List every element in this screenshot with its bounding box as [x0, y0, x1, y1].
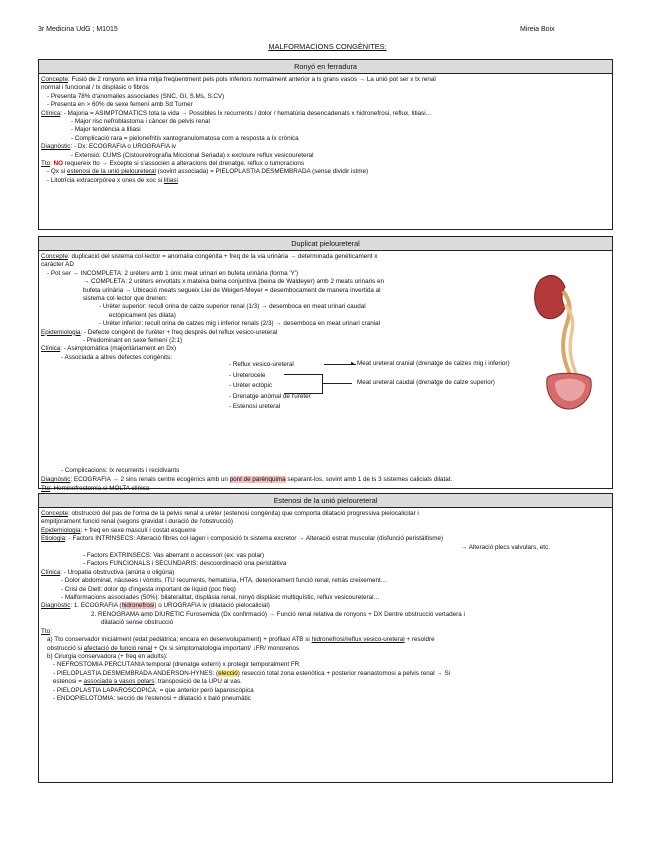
text-line: - Complicacions: Ix recurrents i recidivants [61, 467, 180, 474]
defect-item: - Urèter ectòpic [229, 382, 273, 389]
text-line [41, 110, 610, 118]
label: Epidemiologia [41, 328, 81, 336]
text-underlined: litiasi [163, 176, 178, 184]
text: : - Majoria = ASIMPTOMÀTICS tota la vida → Possibles Ix recurrents / dolor / hematúria desencadenats x hidronefrosi, reflux, litiasi… [60, 109, 432, 117]
label: Concepte [41, 253, 68, 260]
text-line: - Major risc nefroblastoma i càncer de pelvis renal [71, 118, 210, 126]
defect-item: - Reflux vesico-ureteral [229, 361, 294, 368]
text-line [41, 628, 610, 636]
text-line: - PIELOPLASTIA LAPAROSCÒPICA: = que anterior però laparoscòpica [53, 686, 254, 694]
header-author: Mireia Boix [520, 26, 555, 33]
text: : [50, 160, 54, 168]
text-line [41, 678, 610, 686]
text-line: dilatació sense obstrucció [101, 619, 174, 627]
text-line: - Pot ser → INCOMPLETA: 2 urèters amb 1 únic meat urinari en bufeta urinària (forma 'Y') [47, 269, 299, 277]
text: ) o UROGRAFIA iv (dilatació pielocalicial) [154, 602, 270, 610]
text-line: → COMPLETA: 2 urèters envoltats x mateixa beina conjuntiva (beina de Waldeyer) amb 2 meats urinaris en [83, 278, 384, 286]
text: : + freq en sexe masculí i costat esquerre [80, 526, 196, 534]
text: : obstrucció del pas de l'orina de la pelvis renal a urèter (estenosi congènita) que comporta dilatació progressiva pielocalicilar i [67, 510, 419, 517]
section-title: Duplicat pieloureteral [39, 237, 612, 251]
defect-item: - Drenatge anòmal de l'urèter [229, 392, 311, 400]
text: (sovint associada) = PIELOPLASTIA DESMEMBRADA (sense dividir istme) [155, 168, 369, 176]
text-highlighted: pont de parènquima [229, 476, 286, 483]
section-estenosi-upu [38, 493, 613, 783]
text-line: normal i funcional / tx displàsic o fibrós [41, 84, 149, 92]
text-line: - Presenta 78% d'anomalies associades (SNC, GI, S.Ms, S.CV) [47, 92, 225, 100]
text-line: - Complicació rara = pielonefritis xantogranulomatosa com a resposta a Ix crònica [71, 134, 299, 142]
text-line [41, 645, 610, 653]
text-highlighted: elecció [218, 669, 238, 677]
section-ronyo-ferradura [38, 59, 613, 230]
text-line: - Factors FUNCIONALS i SECUNDARIS: descoordinació ona peristàltiva [83, 560, 287, 568]
text-line: → Alteració plecs valvulars, etc. [461, 543, 550, 551]
text: : [50, 627, 52, 635]
label: Clínica [41, 109, 61, 117]
text-highlighted: hidronefrosi [121, 602, 155, 610]
label: Tto [41, 485, 51, 492]
text-line: - Associada a altres defectes congènits: [61, 353, 172, 361]
text: requereix tto → Excepte si s'associen a alteracions del drenatge, reflux o tumoracions [63, 160, 305, 168]
label: Diagnòstic [41, 476, 71, 483]
text: + Qx si simptomatologia important/ ↓FR/ monorenos [152, 644, 300, 652]
text-line: - NEFROSTOMIA PERCUTÀNIA temporal (drenatge extern) x protegir temporalment FR [53, 661, 300, 669]
text: : - Defecte congènit de l'urèter + freq després del reflux vesico-ureteral [80, 328, 278, 336]
section-body [39, 251, 612, 491]
label: Concepte [41, 76, 68, 83]
label: Epidemiologia [41, 526, 81, 534]
text-line [41, 476, 452, 484]
section-body [39, 508, 612, 705]
label: Etiologia [41, 535, 66, 543]
text-underlined: afectació de funció renal [83, 644, 153, 652]
text-line [41, 535, 610, 543]
bracket [284, 374, 323, 394]
text-line [41, 253, 610, 261]
text: : transposició de la UPU al vas. [154, 678, 242, 686]
section-body [39, 74, 612, 187]
text: - PIELOPLASTIA DESMEMBRADA ANDERSON-HYNES: ( [53, 669, 219, 677]
text-line: bufeta urinària → Ubicació meats segueix Llei de Weigert-Meyer = desembocament de manera invertida al [83, 286, 381, 294]
text-line: 2. RENOGRAMA amb DIÜRÈTIC Furosemida (Dx confirmació) → Funció renal relativa de ronyons + DX Dentre obstrucció vertadera i [91, 610, 465, 618]
text: - Qx si [47, 168, 67, 176]
text-line: - Presenta en > 60% de sexe femení amb Sd Turner [47, 101, 193, 109]
text-line: - Factors EXTRÍNSECS: Vas aberrant o accessori (ex: vas polar) [83, 552, 265, 560]
text-line [41, 602, 610, 610]
text: - Litotrícia extracorpòrea x ones de xoc si [47, 176, 164, 184]
text-underlined: hidronefrosi/reflux vesico-ureteral [311, 636, 405, 644]
text-line: - ENDOPIELOTOMIA: secció de l'estenosi + dilatació x baló pneumàtic [53, 694, 251, 702]
text: : - Dx: ECOGRAFIA o UROGRAFIA iv [70, 143, 177, 151]
label: Clínica [41, 345, 61, 353]
label: Concepte [41, 510, 68, 517]
label: Diagnòstic [41, 143, 71, 151]
text: : - Factors INTRÍNSECS: Alteració fibres col·lagen i composició tx sistema excretor → Alteració estrat muscular (disfunció peristàltisme) [65, 535, 444, 543]
text-line: caràcter AD [41, 261, 74, 269]
defect-item: - Estenosi ureteral [229, 403, 281, 410]
text-line [41, 670, 610, 678]
section-title: Ronyó en ferradura [39, 60, 612, 74]
text: : Fusió de 2 ronyons en línia mitja freqüentment pels pols inferiors normalment anterior a ls grans vasos → La unió pot ser x tx renal [67, 76, 436, 83]
kidney-ureter-illustration [527, 271, 607, 411]
text-line: - Urèter superior: recull orina de calze superior renal (1/3) → desemboca en meat urinari caudal [99, 303, 366, 311]
text: : 1. ECOGRAFIA ( [70, 602, 122, 610]
text: ) resecció total zona estenòtica + posterior reanastomosi a pelvis renal → Si [237, 669, 451, 677]
text: : Heminefrectomia si MOLTA clínica [50, 485, 150, 492]
section-duplicat-pieloureteral [38, 236, 613, 492]
text: obstrucció si [47, 644, 84, 652]
label: Tto [41, 627, 51, 635]
text-line: ectòpicament (es dilata) [109, 311, 176, 319]
text-line [41, 510, 610, 518]
text: : duplicació del sistema col·lector = anomalia congènita + freq de la via urinària → determinada genèticament x [67, 253, 378, 260]
text-line [41, 76, 610, 84]
text-line: - Malformacions associades (50%): bilateralitat, displàsia renal, ronyó displàsic multiquístic, reflux vesicoureteral… [61, 594, 380, 602]
text-line: - Crisi de Dietl: dolor dp d'ingesta important de líquid (poc freq) [61, 585, 236, 593]
text-line: empitjorament funció renal (segons gravidat i duració de l'obstrucció) [41, 518, 233, 526]
text-underlined: associada a vasos polars [83, 678, 155, 686]
meat-caudal: Meat ureteral caudal (drenatge de calze superior) [357, 379, 495, 386]
label: Tto [41, 160, 51, 168]
text-line: - Extensió: CUMS (Cistouretrografia Miccional Seriada) x excloure reflux vesicoureteral [71, 151, 314, 159]
text-line [41, 168, 610, 176]
text-line: - Dolor abdominal, nàusees i vòmits, ITU recurrents, hematúria, HTA, deteriorament funció renal, retràs creixement… [61, 577, 388, 585]
text-line [41, 636, 610, 644]
text-line: - Major tendència a litiasi [71, 126, 141, 134]
label: Diagnòstic [41, 602, 71, 610]
text-line: sistema col·lector que drenen: [83, 295, 168, 303]
text: : - Asimptomàtica (majoritàriament en Dx) [60, 345, 177, 353]
text-underlined: estenosi de la unió pieloureteral [66, 168, 156, 176]
text-line [41, 329, 610, 337]
text-line [41, 160, 610, 168]
text-line: b) Cirurgia conservadora (+ freq en adults): [47, 652, 168, 660]
text-line: - Urèter inferior: recull orina de calzes mig i inferior renals (2/3) → desemboca en meat urinari cranial [99, 320, 381, 328]
defect-item: - Ureterocele [229, 371, 266, 379]
meat-cranial: Meat ureteral cranial (drenatge de calzes mig i inferior) [357, 360, 510, 367]
text: : ECOGRAFIA → 2 sins renals centre ecogènics amb un [70, 476, 230, 483]
kidney-shape [535, 275, 565, 318]
arrow-head: ▸ [351, 360, 355, 367]
text-line [41, 143, 610, 151]
text: : - Uropatia obstructiva (anúria o oligúria) [60, 568, 175, 576]
text-line [41, 345, 610, 353]
text-line [41, 569, 610, 577]
section-title: Estenosi de la unió pieloureteral [39, 494, 612, 508]
header-course: 3r Medicina UdG ; M1015 [38, 26, 118, 33]
text-red: NO [53, 160, 64, 168]
text-line [41, 527, 610, 535]
text-line: - Predominant en sexe femení (2:1) [83, 337, 183, 345]
label: Clínica [41, 568, 61, 576]
arrow-line [322, 383, 352, 384]
text: estenosi = [53, 678, 84, 686]
text: a) Tto conservador inicialment (edat pediàtrica; encara en desenvolupament) + profilaxi ATB si [47, 636, 312, 644]
text: + resoldre [404, 636, 435, 644]
text-line [41, 177, 610, 185]
page-title: MALFORMACIONS CONGÈNITES: [268, 42, 387, 51]
text: separant-los, sovint amb 1 de ls 3 sistemes calicials dilatat. [285, 476, 453, 483]
